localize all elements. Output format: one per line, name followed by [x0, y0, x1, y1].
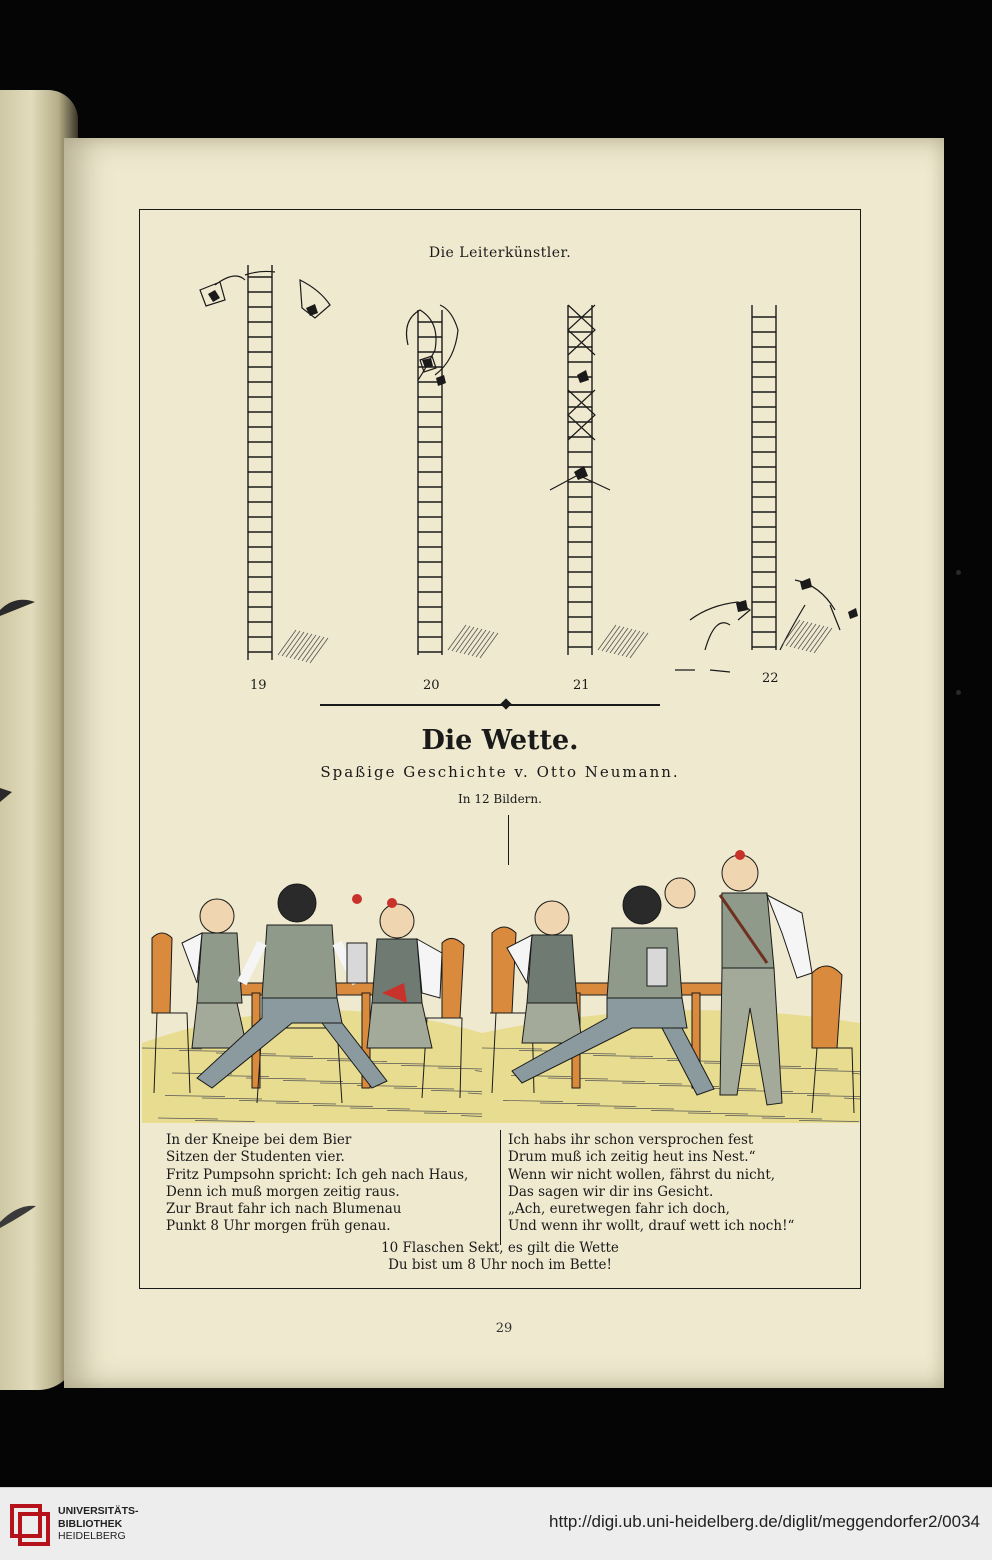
shadow-hatch [598, 625, 616, 650]
shadow-hatch [794, 623, 812, 648]
shadow-hatch [614, 629, 632, 654]
shadow-hatch [460, 628, 478, 653]
decorative-ornament [0, 1200, 40, 1230]
shadow-hatch [622, 631, 640, 656]
verse-divider [500, 1130, 501, 1245]
footer-bar [0, 1487, 992, 1560]
verse-line: Wenn wir nicht wollen, fährst du nicht, [508, 1166, 776, 1183]
shadow-hatch [618, 630, 636, 655]
shadow-hatch [286, 632, 304, 657]
shadow-hatch [452, 626, 470, 651]
shadow-hatch [472, 631, 490, 656]
shadow-hatch [782, 620, 800, 645]
university-library-logo-icon [10, 1502, 50, 1546]
shadow-hatch [468, 630, 486, 655]
shadow-hatch [626, 632, 644, 657]
verse-line: Das sagen wir dir ins Gesicht. [508, 1183, 714, 1200]
library-name [58, 1505, 139, 1543]
page-frame [139, 209, 861, 1289]
shadow-hatch [802, 625, 820, 650]
verse-line: „Ach, euretwegen fahr ich doch, [508, 1201, 730, 1218]
binding-hole [956, 690, 961, 695]
book-page [64, 138, 944, 1388]
source-url[interactable]: http://digi.ub.uni-heidelberg.de/diglit/meggendorfer2/0034 [549, 1512, 980, 1531]
binding-hole [956, 570, 961, 575]
shadow-hatch [606, 627, 624, 652]
verse-block-final [140, 1240, 860, 1275]
shadow-hatch [278, 630, 296, 655]
page-number: 29 [495, 1321, 513, 1336]
shadow-hatch [610, 628, 628, 653]
verse-block-left [166, 1132, 496, 1236]
story-count: In 12 Bildern. [458, 792, 542, 806]
ladder-illustration [140, 210, 860, 710]
verse-line: Fritz Pumpsohn spricht: Ich geh nach Haus, [166, 1166, 469, 1183]
verse-line: Und wenn ihr wollt, drauf wett ich noch!“ [508, 1218, 795, 1235]
ladder-number-21: 21 [573, 678, 590, 693]
ladder-number-22: 22 [762, 671, 779, 686]
verse-line: Du bist um 8 Uhr noch im Bette! [388, 1257, 612, 1274]
ladder-number-20: 20 [423, 678, 440, 693]
shadow-hatch [306, 637, 324, 662]
story-title: Die Wette. [421, 725, 579, 756]
shadow-hatch [298, 635, 316, 660]
shadow-hatch [480, 633, 498, 658]
shadow-hatch [310, 638, 328, 663]
shadow-hatch [476, 632, 494, 657]
shadow-hatch [814, 628, 832, 653]
shadow-hatch [456, 627, 474, 652]
shadow-hatch [630, 633, 648, 658]
shadow-hatch [798, 624, 816, 649]
verse-line: Punkt 8 Uhr morgen früh genau. [166, 1218, 391, 1235]
verse-line: Sitzen der Studenten vier. [166, 1149, 345, 1166]
library-name-line: BIBLIOTHEK [58, 1517, 123, 1530]
verse-line: Ich habs ihr schon versprochen fest [508, 1132, 754, 1148]
shadow-hatch [282, 631, 300, 656]
ladder-title: Die Leiterkünstler. [428, 245, 572, 261]
library-name-line: HEIDELBERG [58, 1530, 126, 1542]
illustration-tavern-scene-2 [482, 833, 860, 1123]
shadow-hatch [294, 634, 312, 659]
illustration-tavern-scene-1 [142, 833, 482, 1123]
shadow-hatch [448, 625, 466, 650]
section-rule [320, 704, 660, 706]
decorative-ornament [0, 780, 40, 810]
verse-line: In der Kneipe bei dem Bier [166, 1132, 352, 1148]
shadow-hatch [290, 633, 308, 658]
shadow-hatch [602, 626, 620, 651]
story-subtitle: Spaßige Geschichte v. Otto Neumann. [320, 763, 680, 781]
verse-line: Zur Braut fahr ich nach Blumenau [166, 1201, 402, 1218]
verse-line: Drum muß ich zeitig heut ins Nest.“ [508, 1149, 756, 1166]
shadow-hatch [810, 627, 828, 652]
shadow-hatch [464, 629, 482, 654]
shadow-hatch [302, 636, 320, 661]
verse-block-right [508, 1132, 848, 1236]
decorative-ornament [0, 590, 40, 620]
library-name-line: UNIVERSITÄTS- [58, 1505, 139, 1517]
ladder-number-19: 19 [250, 678, 267, 693]
verse-line: 10 Flaschen Sekt, es gilt die Wette [381, 1240, 619, 1256]
shadow-hatch [806, 626, 824, 651]
verse-line: Denn ich muß morgen zeitig raus. [166, 1183, 400, 1200]
